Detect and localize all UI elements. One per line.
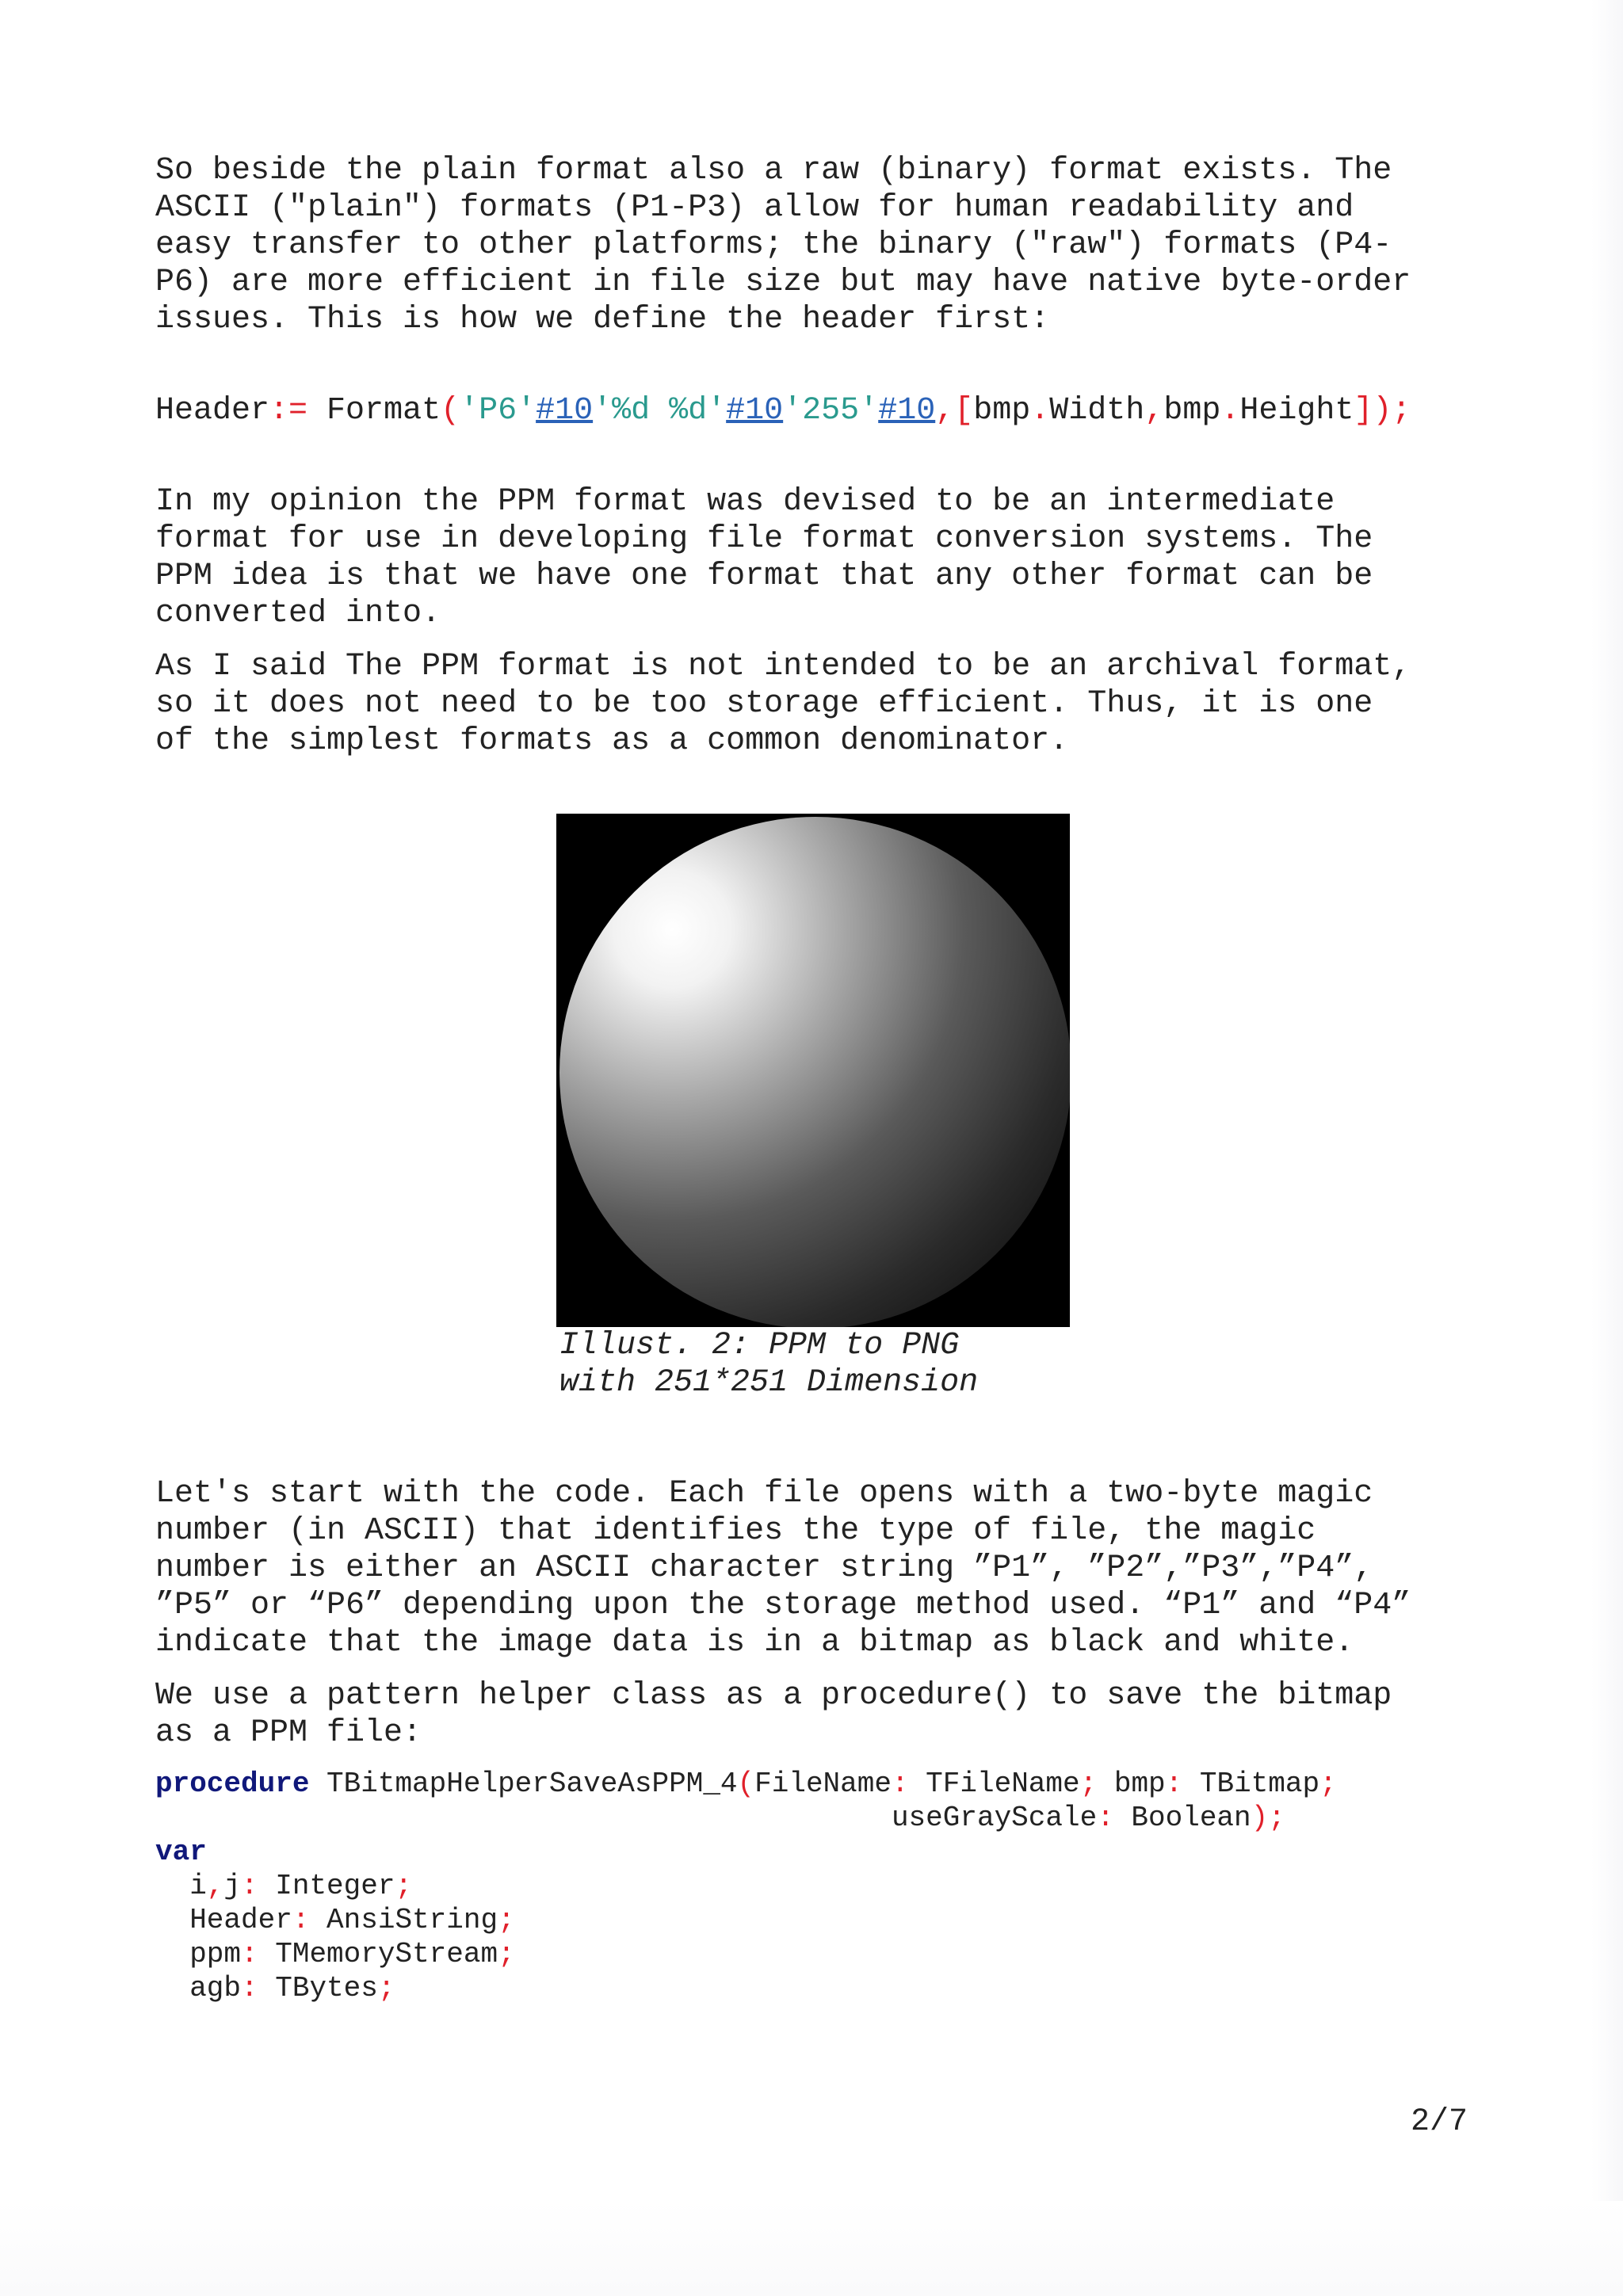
paragraph-raw-format xyxy=(155,152,1487,338)
code-identifier: i xyxy=(155,1870,207,1902)
code-identifier: agb xyxy=(155,1972,242,2004)
text-line: easy transfer to other platforms; the binary ("raw") formats (P4- xyxy=(155,227,1392,263)
code-identifier: bmp xyxy=(973,393,1031,429)
text-line: As I said The PPM format is not intended to be an archival format, xyxy=(155,649,1411,685)
code-identifier: Height xyxy=(1239,393,1354,429)
code-semicolon: ; xyxy=(1079,1768,1098,1800)
code-closing: ]); xyxy=(1354,393,1411,429)
code-line xyxy=(155,1767,1337,1801)
code-keyword: var xyxy=(155,1836,207,1868)
text-line: So beside the plain format also a raw (binary) format exists. The xyxy=(155,153,1392,189)
page-number: 2/7 xyxy=(1410,2104,1468,2140)
paragraph-helper-class xyxy=(155,1677,1487,1752)
paragraph-magic-number xyxy=(155,1475,1487,1661)
code-indent xyxy=(155,1802,892,1834)
code-type: TBitmap xyxy=(1182,1768,1320,1800)
text-line: indicate that the image data is in a bitmap as black and white. xyxy=(155,1625,1354,1661)
code-identifier: bmp xyxy=(1163,393,1221,429)
code-function: Format xyxy=(307,393,441,429)
code-identifier: ppm xyxy=(155,1938,242,1970)
header-code-line xyxy=(155,392,1487,429)
document-body-lower xyxy=(155,1475,1487,1752)
code-char-literal: #10 xyxy=(878,393,936,429)
code-keyword: procedure xyxy=(155,1768,310,1800)
paragraph-archival xyxy=(155,648,1487,760)
page-bottom-shade xyxy=(0,2201,1623,2296)
code-paren: ( xyxy=(737,1768,755,1800)
code-type: AnsiString xyxy=(309,1904,498,1936)
code-semicolon: ; xyxy=(498,1938,515,1970)
code-line xyxy=(155,1869,1337,1903)
figure-caption-line: with 251*251 Dimension xyxy=(559,1365,979,1401)
code-identifier: Header xyxy=(155,393,270,429)
code-colon: : xyxy=(241,1972,258,2004)
code-semicolon: ; xyxy=(1319,1768,1337,1800)
text-line: We use a pattern helper class as a procedure() to save the bitmap xyxy=(155,1678,1392,1714)
code-paren: ( xyxy=(441,393,460,429)
code-type: Boolean xyxy=(1113,1802,1251,1834)
text-line: PPM idea is that we have one format that any other format can be xyxy=(155,559,1373,594)
code-colon: : xyxy=(292,1904,310,1936)
document-body xyxy=(155,152,1487,760)
paragraph-ppm-opinion xyxy=(155,483,1487,632)
code-dot: . xyxy=(1030,393,1050,429)
code-colon: : xyxy=(241,1870,258,1902)
code-type: Integer xyxy=(258,1870,395,1902)
code-type: TFileName xyxy=(908,1768,1080,1800)
text-line: format for use in developing file format conversion systems. The xyxy=(155,521,1373,557)
text-line: ”P5” or “P6” depending upon the storage method used. “P1” and “P4” xyxy=(155,1588,1411,1623)
text-line: so it does not need to be too storage efficient. Thus, it is one xyxy=(155,686,1373,722)
figure-illustration xyxy=(556,814,1070,1402)
code-string: '255' xyxy=(783,393,879,429)
code-block xyxy=(155,1767,1337,2005)
code-line xyxy=(155,1971,1337,2005)
code-identifier: useGrayScale xyxy=(891,1802,1098,1834)
text-line: P6) are more efficient in file size but may have native byte-order xyxy=(155,265,1411,300)
page-edge-shade xyxy=(1591,0,1623,2296)
text-line: number (in ASCII) that identifies the type of file, the magic xyxy=(155,1513,1316,1549)
code-comma: , xyxy=(935,393,955,429)
code-comma: , xyxy=(206,1870,224,1902)
code-identifier: j xyxy=(223,1870,242,1902)
text-line: number is either an ASCII character string ”P1”, ”P2”,”P3”,”P4”, xyxy=(155,1550,1373,1586)
code-line xyxy=(155,1937,1337,1971)
text-line: In my opinion the PPM format was devised to be an intermediate xyxy=(155,484,1335,520)
code-closing: ); xyxy=(1251,1802,1285,1834)
code-char-literal: #10 xyxy=(726,393,784,429)
code-string: 'P6' xyxy=(460,393,537,429)
code-colon: : xyxy=(1165,1768,1183,1800)
code-identifier: Width xyxy=(1049,393,1145,429)
code-identifier: TBitmapHelperSaveAsPPM_4 xyxy=(309,1768,738,1800)
code-type: TBytes xyxy=(258,1972,378,2004)
figure-caption-line: Illust. 2: PPM to PNG xyxy=(559,1328,960,1363)
code-identifier: Header xyxy=(155,1904,292,1936)
text-line: issues. This is how we define the header first: xyxy=(155,302,1050,338)
code-colon: : xyxy=(891,1768,909,1800)
code-comma: , xyxy=(1144,393,1164,429)
code-line xyxy=(155,1835,1337,1869)
code-colon: : xyxy=(1097,1802,1114,1834)
code-identifier: FileName xyxy=(754,1768,892,1800)
text-line: of the simplest formats as a common denominator. xyxy=(155,723,1069,759)
code-line xyxy=(155,1903,1337,1937)
code-string: '%d %d' xyxy=(593,393,727,429)
code-char-literal: #10 xyxy=(536,393,594,429)
code-colon: : xyxy=(241,1938,258,1970)
code-semicolon: ; xyxy=(377,1972,395,2004)
code-operator: := xyxy=(269,393,308,429)
text-line: Let's start with the code. Each file opens with a two-byte magic xyxy=(155,1476,1373,1512)
code-dot: . xyxy=(1220,393,1240,429)
code-identifier: bmp xyxy=(1097,1768,1166,1800)
code-bracket: [ xyxy=(954,393,974,429)
sphere-image xyxy=(556,814,1070,1327)
code-type: TMemoryStream xyxy=(258,1938,498,1970)
text-line: converted into. xyxy=(155,596,441,631)
text-line: ASCII ("plain") formats (P1-P3) allow for human readability and xyxy=(155,190,1354,226)
code-semicolon: ; xyxy=(498,1904,515,1936)
code-semicolon: ; xyxy=(395,1870,413,1902)
code-line xyxy=(155,1801,1337,1835)
sphere xyxy=(559,817,1070,1327)
text-line: as a PPM file: xyxy=(155,1715,422,1751)
